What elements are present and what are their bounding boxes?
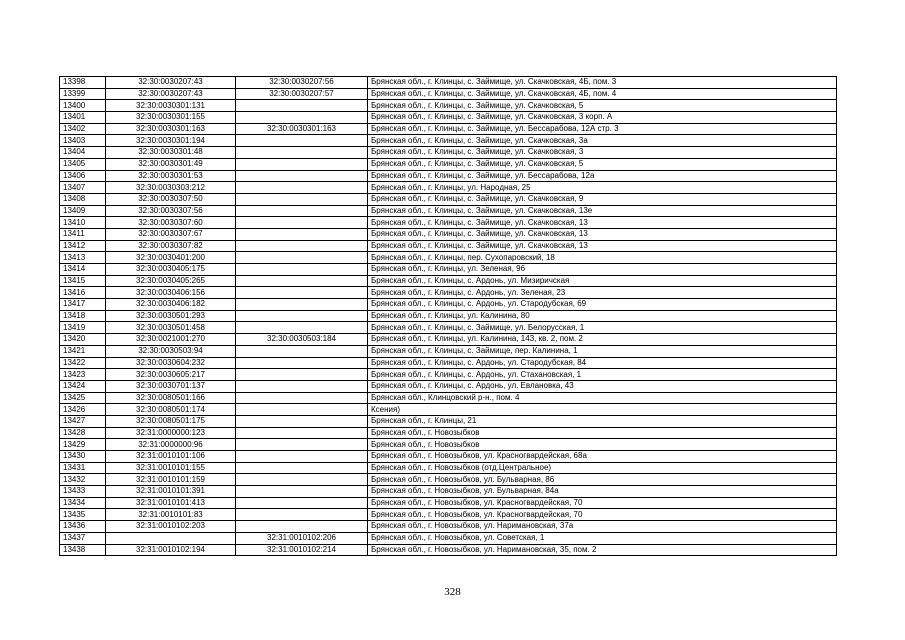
object-cadastral-number-cell xyxy=(236,439,368,451)
object-cadastral-number-cell xyxy=(236,369,368,381)
object-cadastral-number-cell: 32:30:0030301:163 xyxy=(236,123,368,135)
object-cadastral-number-cell xyxy=(236,392,368,404)
address-cell: Брянская обл., г. Клинцы, с. Ардонь, ул. Стародубская, 69 xyxy=(368,299,837,311)
address-cell: Брянская обл., г. Клинцы, с. Займище, ул. Скачковская, 3 корп. А xyxy=(368,112,837,124)
row-number-cell: 13405 xyxy=(60,158,106,170)
cadastral-number-cell: 32:30:0030301:194 xyxy=(106,135,236,147)
row-number-cell: 13402 xyxy=(60,123,106,135)
address-cell: Брянская обл., г. Новозыбков, ул. Наримановская, 35, пом. 2 xyxy=(368,544,837,556)
table-row xyxy=(60,415,837,427)
object-cadastral-number-cell xyxy=(236,380,368,392)
address-cell: Брянская обл., г. Новозыбков, ул. Красногвардейская, 70 xyxy=(368,497,837,509)
object-cadastral-number-cell xyxy=(236,205,368,217)
table-row xyxy=(60,322,837,334)
cadastral-number-cell: 32:30:0030405:175 xyxy=(106,264,236,276)
object-cadastral-number-cell: 32:31:0010102:206 xyxy=(236,532,368,544)
address-cell: Брянская обл., г. Клинцы, с. Займище, ул. Скачковская, 9 xyxy=(368,193,837,205)
object-cadastral-number-cell xyxy=(236,182,368,194)
table-row xyxy=(60,357,837,369)
cadastral-number-cell: 32:31:0000000:96 xyxy=(106,439,236,451)
table-row xyxy=(60,100,837,112)
table-row xyxy=(60,275,837,287)
address-cell: Брянская обл., г. Клинцы, с. Займище, ул. Скачковская, 3а xyxy=(368,135,837,147)
cadastral-number-cell xyxy=(106,532,236,544)
address-cell: Брянская обл., г. Клинцы, 21 xyxy=(368,415,837,427)
table-row xyxy=(60,345,837,357)
row-number-cell: 13424 xyxy=(60,380,106,392)
cadastral-number-cell: 32:30:0030501:458 xyxy=(106,322,236,334)
table-row xyxy=(60,135,837,147)
row-number-cell: 13434 xyxy=(60,497,106,509)
table-row xyxy=(60,217,837,229)
row-number-cell: 13398 xyxy=(60,77,106,89)
table-row xyxy=(60,380,837,392)
address-cell: Брянская обл., г. Клинцы, с. Ардонь, ул. Евлановка, 43 xyxy=(368,380,837,392)
row-number-cell: 13422 xyxy=(60,357,106,369)
address-cell: Брянская обл., г. Новозыбков, ул. Наримановская, 37а xyxy=(368,521,837,533)
table-row xyxy=(60,287,837,299)
object-cadastral-number-cell xyxy=(236,345,368,357)
cadastral-number-cell: 32:30:0030307:67 xyxy=(106,228,236,240)
cadastral-number-cell: 32:31:0010101:106 xyxy=(106,451,236,463)
cadastral-number-cell: 32:30:0030401:200 xyxy=(106,252,236,264)
cadastral-number-cell: 32:31:0010101:391 xyxy=(106,486,236,498)
cadastral-number-cell: 32:30:0030701:137 xyxy=(106,380,236,392)
table-row xyxy=(60,240,837,252)
cadastral-number-cell: 32:31:0000000:123 xyxy=(106,427,236,439)
address-cell: Брянская обл., г. Клинцы, ул. Народная, 25 xyxy=(368,182,837,194)
table-row xyxy=(60,88,837,100)
address-cell: Брянская обл., г. Клинцы, с. Ардонь, ул. Зеленая, 23 xyxy=(368,287,837,299)
table-row xyxy=(60,439,837,451)
table-row xyxy=(60,462,837,474)
object-cadastral-number-cell xyxy=(236,357,368,369)
row-number-cell: 13410 xyxy=(60,217,106,229)
table-row xyxy=(60,299,837,311)
object-cadastral-number-cell xyxy=(236,299,368,311)
row-number-cell: 13421 xyxy=(60,345,106,357)
object-cadastral-number-cell xyxy=(236,497,368,509)
cadastral-number-cell: 32:30:0030307:50 xyxy=(106,193,236,205)
address-cell: Брянская обл., г. Новозыбков, ул. Бульварная, 84а xyxy=(368,486,837,498)
cadastral-number-cell: 32:30:0030307:82 xyxy=(106,240,236,252)
row-number-cell: 13427 xyxy=(60,415,106,427)
object-cadastral-number-cell xyxy=(236,474,368,486)
table-row xyxy=(60,369,837,381)
table-row xyxy=(60,544,837,556)
row-number-cell: 13399 xyxy=(60,88,106,100)
cadastral-number-cell: 32:31:0010101:413 xyxy=(106,497,236,509)
row-number-cell: 13432 xyxy=(60,474,106,486)
object-cadastral-number-cell xyxy=(236,264,368,276)
address-cell: Брянская обл., г. Новозыбков, ул. Красногвардейская, 68а xyxy=(368,451,837,463)
address-cell: Брянская обл., Клинцовский р-н., пом. 4 xyxy=(368,392,837,404)
address-cell: Брянская обл., г. Клинцы, пер. Сухопаровский, 18 xyxy=(368,252,837,264)
table-row xyxy=(60,334,837,346)
object-cadastral-number-cell xyxy=(236,287,368,299)
table-row xyxy=(60,486,837,498)
row-number-cell: 13438 xyxy=(60,544,106,556)
row-number-cell: 13429 xyxy=(60,439,106,451)
cadastral-number-cell: 32:30:0030301:49 xyxy=(106,158,236,170)
cadastral-number-cell: 32:30:0030301:53 xyxy=(106,170,236,182)
row-number-cell: 13435 xyxy=(60,509,106,521)
object-cadastral-number-cell xyxy=(236,158,368,170)
table-row xyxy=(60,112,837,124)
cadastral-number-cell: 32:31:0010102:203 xyxy=(106,521,236,533)
page-number: 328 xyxy=(444,586,461,598)
address-cell: Брянская обл., г. Клинцы, с. Ардонь, ул. Мизиричская xyxy=(368,275,837,287)
row-number-cell: 13430 xyxy=(60,451,106,463)
cadastral-number-cell: 32:30:0030406:182 xyxy=(106,299,236,311)
row-number-cell: 13406 xyxy=(60,170,106,182)
object-cadastral-number-cell xyxy=(236,112,368,124)
registry-table-body xyxy=(60,77,837,556)
address-cell: Брянская обл., г. Клинцы, с. Займище, ул. Скачковская, 13 xyxy=(368,228,837,240)
address-cell: Брянская обл., г. Клинцы, с. Займище, ул. Бессарабова, 12А стр. 3 xyxy=(368,123,837,135)
table-row xyxy=(60,474,837,486)
table-row xyxy=(60,264,837,276)
address-cell: Брянская обл., г. Клинцы, с. Займище, ул. Скачковская, 4Б, пом. 3 xyxy=(368,77,837,89)
address-cell: Брянская обл., г. Клинцы, с. Займище, ул. Бессарабова, 12а xyxy=(368,170,837,182)
table-row xyxy=(60,509,837,521)
address-cell: Брянская обл., г. Клинцы, с. Займище, ул. Скачковская, 3 xyxy=(368,147,837,159)
address-cell: Брянская обл., г. Клинцы, с. Ардонь, ул. Стародубская, 84 xyxy=(368,357,837,369)
cadastral-number-cell: 32:30:0030503:94 xyxy=(106,345,236,357)
table-row xyxy=(60,451,837,463)
row-number-cell: 13428 xyxy=(60,427,106,439)
object-cadastral-number-cell xyxy=(236,509,368,521)
object-cadastral-number-cell xyxy=(236,275,368,287)
object-cadastral-number-cell xyxy=(236,252,368,264)
object-cadastral-number-cell xyxy=(236,415,368,427)
address-cell: Брянская обл., г. Новозыбков, ул. Советская, 1 xyxy=(368,532,837,544)
object-cadastral-number-cell: 32:30:0030503:184 xyxy=(236,334,368,346)
row-number-cell: 13418 xyxy=(60,310,106,322)
cadastral-number-cell: 32:30:0080501:166 xyxy=(106,392,236,404)
row-number-cell: 13409 xyxy=(60,205,106,217)
address-cell: Брянская обл., г. Клинцы, с. Займище, ул. Скачковская, 13е xyxy=(368,205,837,217)
row-number-cell: 13412 xyxy=(60,240,106,252)
object-cadastral-number-cell xyxy=(236,451,368,463)
address-cell: Брянская обл., г. Клинцы, ул. Зеленая, 96 xyxy=(368,264,837,276)
cadastral-number-cell: 32:30:0030307:60 xyxy=(106,217,236,229)
address-cell: Брянская обл., г. Клинцы, с. Займище, ул. Скачковская, 5 xyxy=(368,100,837,112)
cadastral-number-cell: 32:30:0030604:232 xyxy=(106,357,236,369)
object-cadastral-number-cell xyxy=(236,486,368,498)
table-row xyxy=(60,158,837,170)
cadastral-number-cell: 32:31:0010102:194 xyxy=(106,544,236,556)
cadastral-number-cell: 32:30:0030301:48 xyxy=(106,147,236,159)
table-row xyxy=(60,205,837,217)
object-cadastral-number-cell xyxy=(236,462,368,474)
row-number-cell: 13413 xyxy=(60,252,106,264)
row-number-cell: 13436 xyxy=(60,521,106,533)
row-number-cell: 13416 xyxy=(60,287,106,299)
table-row xyxy=(60,147,837,159)
row-number-cell: 13437 xyxy=(60,532,106,544)
address-cell: Брянская обл., г. Клинцы, с. Займище, ул. Белорусская, 1 xyxy=(368,322,837,334)
object-cadastral-number-cell xyxy=(236,100,368,112)
row-number-cell: 13403 xyxy=(60,135,106,147)
object-cadastral-number-cell: 32:30:0030207:57 xyxy=(236,88,368,100)
object-cadastral-number-cell xyxy=(236,322,368,334)
object-cadastral-number-cell xyxy=(236,427,368,439)
table-row xyxy=(60,123,837,135)
table-row xyxy=(60,193,837,205)
address-cell: Брянская обл., г. Клинцы, с. Ардонь, ул. Стахановская, 1 xyxy=(368,369,837,381)
object-cadastral-number-cell: 32:30:0030207:56 xyxy=(236,77,368,89)
address-cell: Брянская обл., г. Клинцы, с. Займище, ул. Скачковская, 13 xyxy=(368,217,837,229)
table-row xyxy=(60,182,837,194)
cadastral-number-cell: 32:30:0030307:56 xyxy=(106,205,236,217)
row-number-cell: 13423 xyxy=(60,369,106,381)
row-number-cell: 13431 xyxy=(60,462,106,474)
address-cell: Брянская обл., г. Новозыбков, ул. Красногвардейская, 70 xyxy=(368,509,837,521)
table-row xyxy=(60,497,837,509)
table-row xyxy=(60,77,837,89)
cadastral-number-cell: 32:30:0030405:265 xyxy=(106,275,236,287)
table-row xyxy=(60,310,837,322)
address-cell: Брянская обл., г. Клинцы, с. Займище, ул. Скачковская, 13 xyxy=(368,240,837,252)
object-cadastral-number-cell xyxy=(236,404,368,416)
cadastral-number-cell: 32:30:0030301:163 xyxy=(106,123,236,135)
row-number-cell: 13433 xyxy=(60,486,106,498)
object-cadastral-number-cell xyxy=(236,240,368,252)
cadastral-number-cell: 32:30:0030301:131 xyxy=(106,100,236,112)
cadastral-number-cell: 32:30:0030406:156 xyxy=(106,287,236,299)
cadastral-number-cell: 32:30:0030501:293 xyxy=(106,310,236,322)
table-row xyxy=(60,404,837,416)
table-row xyxy=(60,392,837,404)
row-number-cell: 13411 xyxy=(60,228,106,240)
row-number-cell: 13414 xyxy=(60,264,106,276)
cadastral-number-cell: 32:30:0030301:155 xyxy=(106,112,236,124)
object-cadastral-number-cell: 32:31:0010102:214 xyxy=(236,544,368,556)
registry-table xyxy=(59,76,837,556)
address-cell: Брянская обл., г. Новозыбков xyxy=(368,427,837,439)
address-cell: Брянская обл., г. Клинцы, ул. Калинина, 80 xyxy=(368,310,837,322)
row-number-cell: 13420 xyxy=(60,334,106,346)
row-number-cell: 13417 xyxy=(60,299,106,311)
cadastral-number-cell: 32:30:0080501:174 xyxy=(106,404,236,416)
address-cell: Брянская обл., г. Новозыбков, ул. Бульварная, 86 xyxy=(368,474,837,486)
object-cadastral-number-cell xyxy=(236,217,368,229)
table-row xyxy=(60,532,837,544)
row-number-cell: 13407 xyxy=(60,182,106,194)
row-number-cell: 13408 xyxy=(60,193,106,205)
row-number-cell: 13400 xyxy=(60,100,106,112)
address-cell: Брянская обл., г. Клинцы, ул. Калинина, 143, кв. 2, пом. 2 xyxy=(368,334,837,346)
object-cadastral-number-cell xyxy=(236,193,368,205)
row-number-cell: 13425 xyxy=(60,392,106,404)
cadastral-number-cell: 32:31:0010101:83 xyxy=(106,509,236,521)
row-number-cell: 13419 xyxy=(60,322,106,334)
object-cadastral-number-cell xyxy=(236,310,368,322)
address-cell: Брянская обл., г. Новозыбков (отд.Центральное) xyxy=(368,462,837,474)
object-cadastral-number-cell xyxy=(236,228,368,240)
cadastral-number-cell: 32:31:0010101:159 xyxy=(106,474,236,486)
object-cadastral-number-cell xyxy=(236,135,368,147)
table-row xyxy=(60,170,837,182)
address-cell: Брянская обл., г. Клинцы, с. Займище, ул. Скачковская, 5 xyxy=(368,158,837,170)
object-cadastral-number-cell xyxy=(236,147,368,159)
table-row xyxy=(60,228,837,240)
cadastral-number-cell: 32:30:0030207:43 xyxy=(106,77,236,89)
address-cell: Брянская обл., г. Клинцы, с. Займище, пер. Калинина, 1 xyxy=(368,345,837,357)
table-row xyxy=(60,427,837,439)
cadastral-number-cell: 32:30:0030303:212 xyxy=(106,182,236,194)
address-cell: Брянская обл., г. Новозыбков xyxy=(368,439,837,451)
address-cell: Ксения) xyxy=(368,404,837,416)
row-number-cell: 13415 xyxy=(60,275,106,287)
object-cadastral-number-cell xyxy=(236,521,368,533)
object-cadastral-number-cell xyxy=(236,170,368,182)
table-row xyxy=(60,521,837,533)
cadastral-number-cell: 32:31:0010101:155 xyxy=(106,462,236,474)
cadastral-number-cell: 32:30:0021001:270 xyxy=(106,334,236,346)
address-cell: Брянская обл., г. Клинцы, с. Займище, ул. Скачковская, 4Б, пом. 4 xyxy=(368,88,837,100)
cadastral-number-cell: 32:30:0030207:43 xyxy=(106,88,236,100)
row-number-cell: 13426 xyxy=(60,404,106,416)
row-number-cell: 13404 xyxy=(60,147,106,159)
table-row xyxy=(60,252,837,264)
cadastral-number-cell: 32:30:0030605:217 xyxy=(106,369,236,381)
cadastral-number-cell: 32:30:0080501:175 xyxy=(106,415,236,427)
row-number-cell: 13401 xyxy=(60,112,106,124)
